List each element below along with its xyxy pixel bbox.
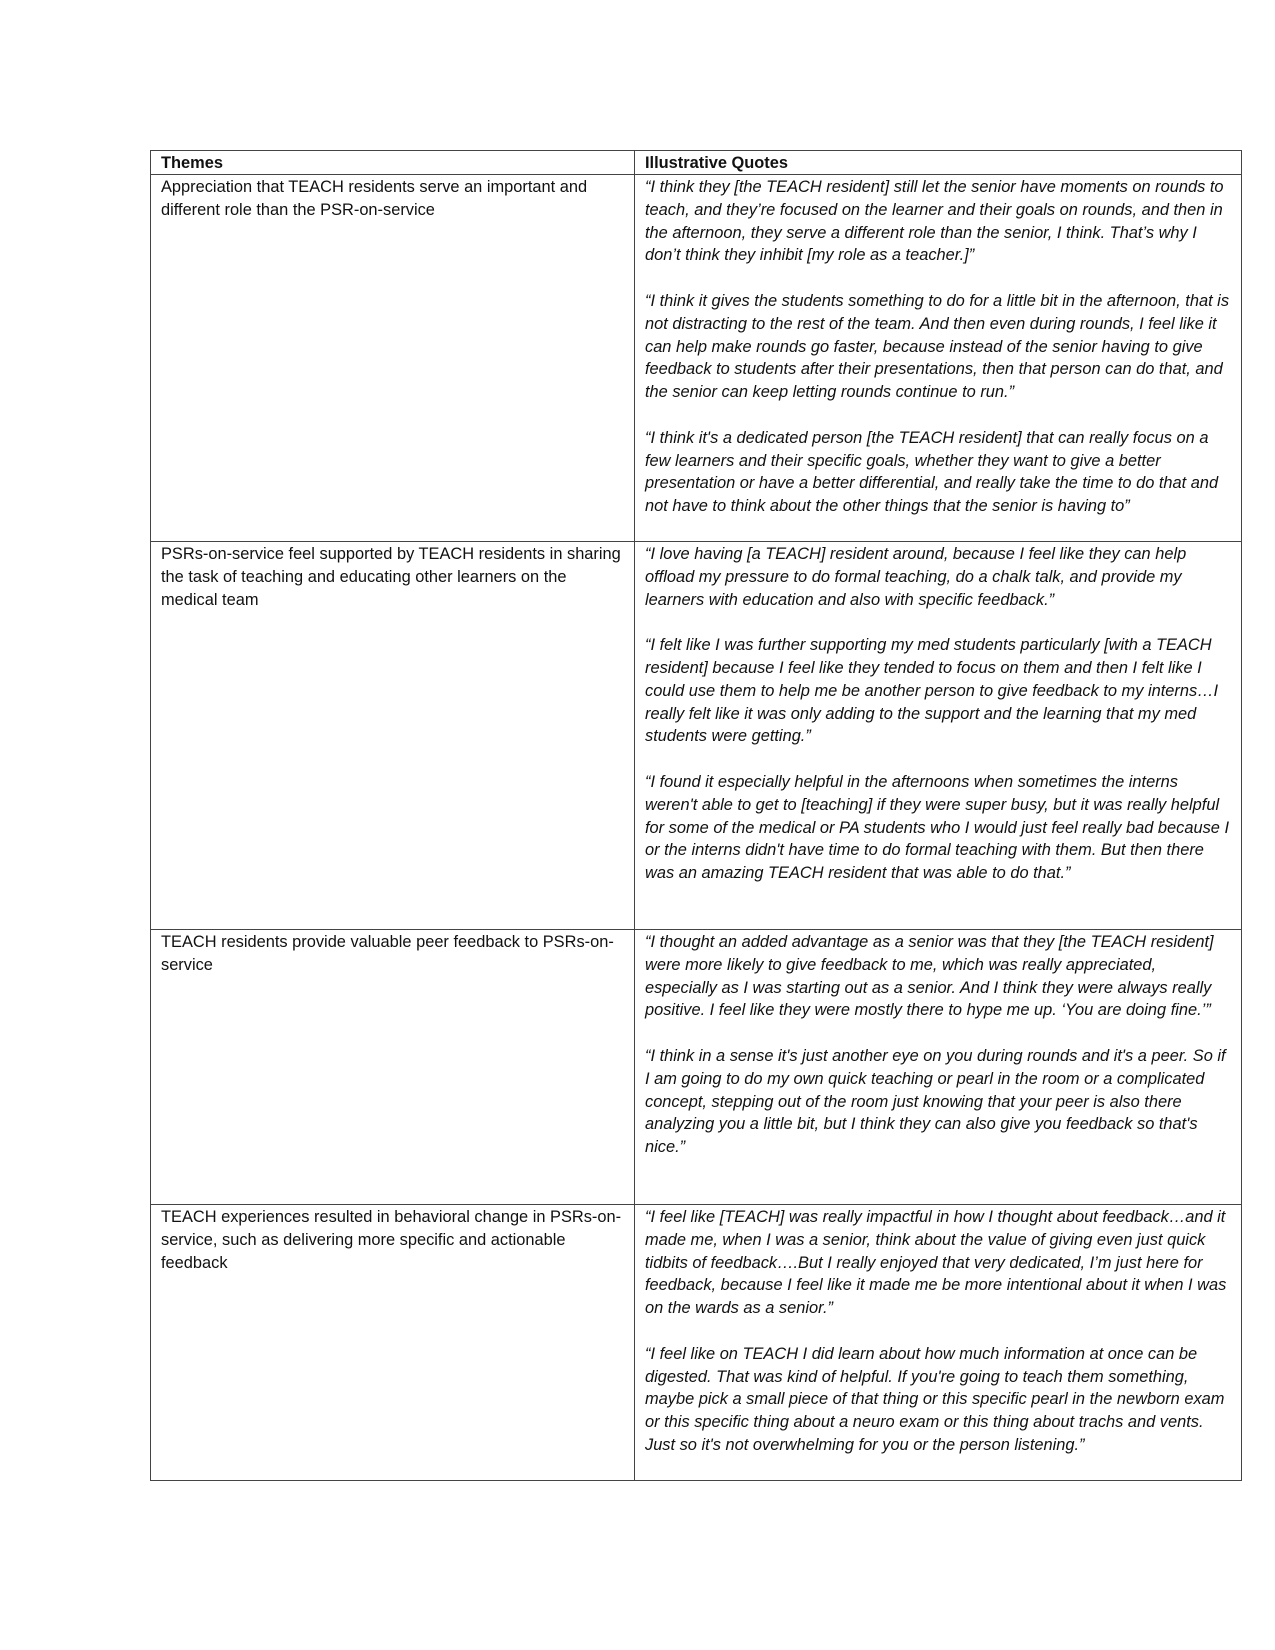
illustrative-quote: “I think in a sense it's just another eye on you during rounds and it's a peer. So if I am going to do my own quick teaching or pearl in the room or a complicated concept, stepping out of the room just knowing that your peer is also there analyzing you a little bit, but I think they can also give you feedback so that's nice.” xyxy=(645,1046,1226,1157)
quotes-cell xyxy=(635,542,1242,930)
illustrative-quote: “I thought an added advantage as a senior was that they [the TEACH resident] were more likely to give feedback to me, which was really appreciated, especially as I was starting out as a senior. And I think they were always really positive. I feel like they were mostly there to hype me up. ‘You are doing fine.’” xyxy=(645,933,1214,1020)
table-row xyxy=(151,930,1242,1205)
illustrative-quote: “I love having [a TEACH] resident around, because I feel like they can help offload my pressure to do formal teaching, do a chalk talk, and provide my learners with education and also with specific feedback.” xyxy=(645,545,1187,609)
quotes-column-header: Illustrative Quotes xyxy=(635,151,1242,175)
illustrative-quote: “I think it gives the students something to do for a little bit in the afternoon, that is not distracting to the rest of the team. And then even during rounds, I feel like it can help make rounds go faster, because instead of the senior having to give feedback to students after their presentations, then that person can do that, and the senior can keep letting rounds continue to run.” xyxy=(645,291,1230,402)
illustrative-quote: “I think they [the TEACH resident] still let the senior have moments on rounds to teach, and they’re focused on the learner and their goals on rounds, and then in the afternoon, they serve a different role than the senior, I think. That’s why I don’t think they inhibit [my role as a teacher.]” xyxy=(645,178,1224,265)
table-row xyxy=(151,1205,1242,1481)
quotes-cell xyxy=(635,175,1242,542)
table-row xyxy=(151,542,1242,930)
themes-quotes-table xyxy=(150,150,1242,1481)
illustrative-quote: “I felt like I was further supporting my med students particularly [with a TEACH resident] because I feel like they tended to focus on them and then I felt like I could use them to help me be another person to give feedback to my interns…I really felt like it was only adding to the support and the learning that my med students were getting.” xyxy=(645,636,1219,746)
illustrative-quote: “I found it especially helpful in the afternoons when sometimes the interns weren't able to get to [teaching] if they were super busy, but it was really helpful for some of the medical or PA students who I would just feel really bad because I or the interns didn't have time to do formal teaching with them. But then there was an amazing TEACH resident that was able to do that.” xyxy=(645,772,1229,883)
themes-column-header: Themes xyxy=(151,151,635,175)
illustrative-quote: “I think it's a dedicated person [the TEACH resident] that can really focus on a few learners and their specific goals, whether they want to give a better presentation or have a better differential, and really take the time to do that and not have to think about the other things that the senior is having to” xyxy=(645,428,1219,516)
theme-text: Appreciation that TEACH residents serve an important and different role than the PSR-on-service xyxy=(161,178,588,219)
theme-cell xyxy=(151,542,635,930)
illustrative-quote: “I feel like [TEACH] was really impactful in how I thought about feedback…and it made me, when I was a senior, think about the value of giving even just quick tidbits of feedback….But I really enjoyed that very dedicated, I’m just here for feedback, because I feel like it made me be more intentional about it when I was on the wards as a senior.” xyxy=(645,1208,1227,1318)
theme-cell xyxy=(151,1205,635,1481)
quotes-cell xyxy=(635,1205,1242,1481)
table-header-row xyxy=(151,151,1242,175)
table-row xyxy=(151,175,1242,542)
quotes-cell xyxy=(635,930,1242,1205)
theme-cell xyxy=(151,930,635,1205)
theme-cell xyxy=(151,175,635,542)
theme-text: PSRs-on-service feel supported by TEACH residents in sharing the task of teaching and educating other learners on the medical team xyxy=(161,545,621,609)
theme-text: TEACH experiences resulted in behavioral change in PSRs-on-service, such as delivering more specific and actionable feedback xyxy=(161,1208,622,1272)
theme-text: TEACH residents provide valuable peer feedback to PSRs-on-service xyxy=(161,933,614,974)
illustrative-quote: “I feel like on TEACH I did learn about how much information at once can be digested. That was kind of helpful. If you're going to teach them something, maybe pick a small piece of that thing or this specific pearl in the newborn exam or this specific thing about a neuro exam or this thing about trachs and vents. Just so it's not overwhelming for you or the person listening.” xyxy=(645,1344,1225,1454)
